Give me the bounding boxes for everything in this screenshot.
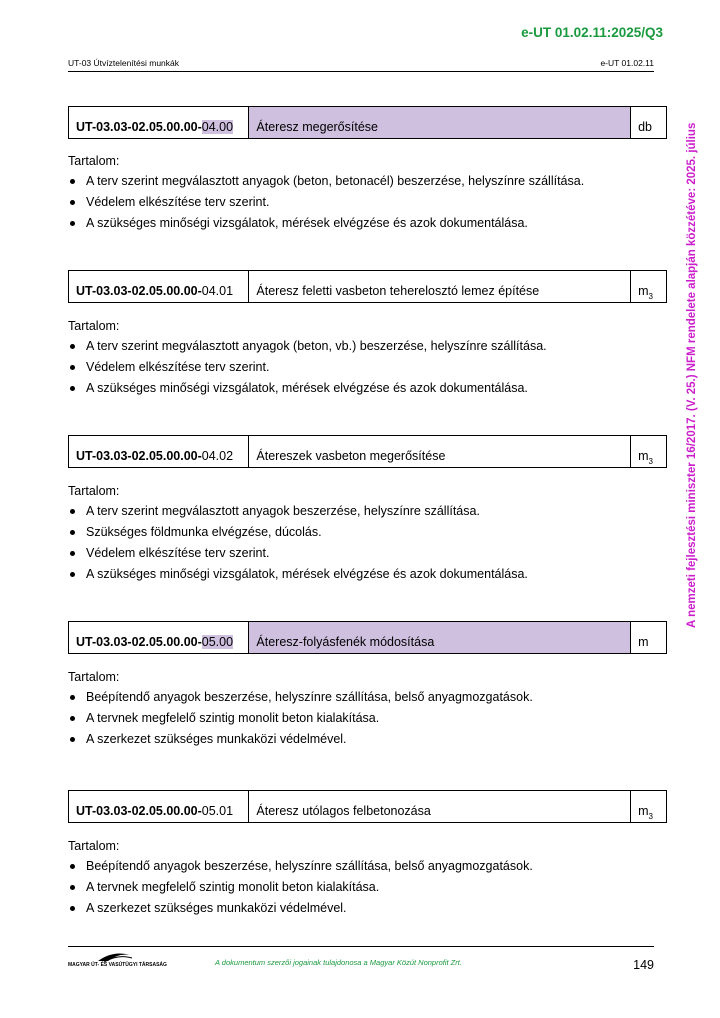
item-code: UT-03.03-02.05.00.00- 04.02 xyxy=(69,436,249,467)
document-id: e-UT 01.02.11 xyxy=(600,58,654,68)
list-item: A szerkezet szükséges munkaközi védelmével. xyxy=(68,901,668,916)
page-number: 149 xyxy=(633,958,654,972)
item-table xyxy=(68,435,667,468)
content-label: Tartalom: xyxy=(68,670,120,684)
content-label: Tartalom: xyxy=(68,154,120,168)
item-table xyxy=(68,621,667,654)
list-item: A szükséges minőségi vizsgálatok, mérések elvégzése és azok dokumentálása. xyxy=(68,216,668,231)
list-item: A szükséges minőségi vizsgálatok, mérések elvégzése és azok dokumentálása. xyxy=(68,381,668,396)
item-title: Áteresz megerősítése xyxy=(249,107,631,138)
list-item: A szükséges minőségi vizsgálatok, mérések elvégzése és azok dokumentálása. xyxy=(68,567,668,582)
item-unit: db xyxy=(638,120,653,134)
item-table xyxy=(68,790,667,823)
section-content xyxy=(68,154,668,237)
item-unit: m $^3$ xyxy=(638,804,653,821)
running-header xyxy=(68,57,654,72)
list-item: Szükséges földmunka elvégzése, dúcolás. xyxy=(68,525,668,540)
item-unit: m xyxy=(638,635,649,649)
item-code: UT-03.03-02.05.00.00- 04.01 xyxy=(69,271,249,302)
item-table xyxy=(68,106,667,139)
item-table xyxy=(68,270,667,303)
company-logo xyxy=(68,950,168,972)
document-code: e-UT 01.02.11:2025/Q3 xyxy=(521,25,663,40)
item-title: Áteresz utólagos felbetonozása xyxy=(249,791,631,822)
item-unit: m $^3$ xyxy=(638,449,653,466)
list-item: A szerkezet szükséges munkaközi védelmével. xyxy=(68,732,668,747)
list-item: Beépítendő anyagok beszerzése, helyszínre szállítása, belső anyagmozgatások. xyxy=(68,859,668,874)
list-item: A terv szerint megválasztott anyagok (beton, vb.) beszerzése, helyszínre szállítása. xyxy=(68,339,668,354)
copyright-notice: A dokumentum szerzői jogainak tulajdonosa a Magyar Közút Nonprofit Zrt. xyxy=(215,958,462,967)
item-code: UT-03.03-02.05.00.00- 05.01 xyxy=(69,791,249,822)
list-item: Védelem elkészítése terv szerint. xyxy=(68,360,668,375)
section-content xyxy=(68,670,668,753)
list-item: A tervnek megfelelő szintig monolit beton kialakítása. xyxy=(68,711,668,726)
list-item: Védelem elkészítése terv szerint. xyxy=(68,546,668,561)
section-content xyxy=(68,319,668,402)
list-item: Védelem elkészítése terv szerint. xyxy=(68,195,668,210)
content-label: Tartalom: xyxy=(68,484,120,498)
item-code: UT-03.03-02.05.00.00- 05.00 xyxy=(69,622,249,653)
content-label: Tartalom: xyxy=(68,319,120,333)
item-title: Áteresz-folyásfenék módosítása xyxy=(249,622,631,653)
list-item: A tervnek megfelelő szintig monolit beton kialakítása. xyxy=(68,880,668,895)
item-unit: m $^3$ xyxy=(638,284,653,301)
item-title: Áteresz feletti vasbeton teherelosztó lemez építése xyxy=(249,271,631,302)
item-code: UT-03.03-02.05.00.00- 04.00 xyxy=(69,107,249,138)
footer-divider xyxy=(68,946,654,947)
list-item: Beépítendő anyagok beszerzése, helyszínre szállítása, belső anyagmozgatások. xyxy=(68,690,668,705)
content-label: Tartalom: xyxy=(68,839,120,853)
list-item: A terv szerint megválasztott anyagok beszerzése, helyszínre szállítása. xyxy=(68,504,668,519)
section-content xyxy=(68,839,668,922)
publication-note: A nemzeti fejlesztési miniszter 16/2017. (V. 25.) NFM rendelete alapján közzétéve: 2025. július xyxy=(686,122,698,628)
item-title: Átereszek vasbeton megerősítése xyxy=(249,436,631,467)
list-item: A terv szerint megválasztott anyagok (beton, betonacél) beszerzése, helyszínre szállítása. xyxy=(68,174,668,189)
logo-text: MAGYAR ÚT- ÉS VASÚTÜGYI TÁRSASÁG xyxy=(68,962,167,968)
chapter-title: UT-03 Útvíztelenítési munkák xyxy=(68,58,180,68)
section-content xyxy=(68,484,668,588)
